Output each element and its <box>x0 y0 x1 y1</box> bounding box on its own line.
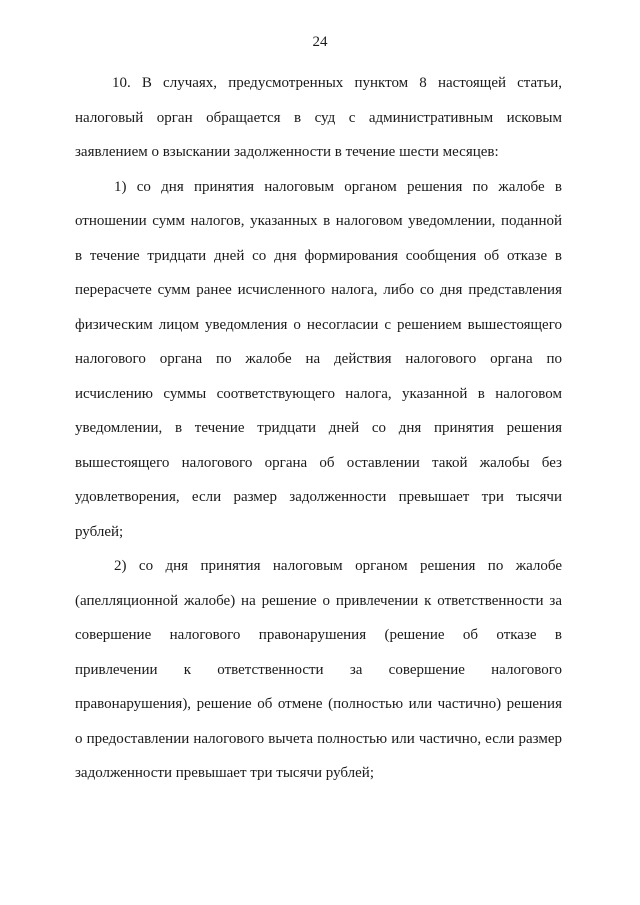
paragraph-line: правонарушения), решение об отмене (полностью или частично) решения <box>75 696 562 712</box>
paragraph-line: заявлением о взыскании задолженности в течение шести месяцев: <box>75 144 499 160</box>
paragraph-line: уведомлении, в течение тридцати дней со дня принятия решения <box>75 420 562 436</box>
paragraph-line: 1) со дня принятия налоговым органом решения по жалобе в <box>114 179 562 195</box>
paragraph-line: (апелляционной жалобе) на решение о привлечении к ответственности за <box>75 593 562 609</box>
paragraph-line: задолженности превышает три тысячи рублей; <box>75 765 374 781</box>
paragraph-line: 2) со дня принятия налоговым органом решения по жалобе <box>114 558 562 574</box>
paragraph-line: налоговый орган обращается в суд с административным исковым <box>75 110 562 126</box>
paragraph-line: вышестоящего налогового органа об оставлении такой жалобы без <box>75 455 562 471</box>
page-number: 24 <box>312 34 328 50</box>
paragraph-line: рублей; <box>75 524 124 540</box>
paragraph-line: исчислению суммы соответствующего налога, указанной в налоговом <box>75 386 562 402</box>
paragraph-line: о предоставлении налогового вычета полностью или частично, если размер <box>75 731 562 747</box>
paragraph-line: 10. В случаях, предусмотренных пунктом 8 настоящей статьи, <box>112 75 562 91</box>
paragraph-line: удовлетворения, если размер задолженности превышает три тысячи <box>75 489 562 505</box>
paragraph-line: в течение тридцати дней со дня формирования сообщения об отказе в <box>75 248 562 264</box>
paragraph-line: отношении сумм налогов, указанных в налоговом уведомлении, поданной <box>75 213 562 229</box>
paragraph-line: физическим лицом уведомления о несогласии с решением вышестоящего <box>75 317 562 333</box>
paragraph-line: перерасчете сумм ранее исчисленного налога, либо со дня представления <box>75 282 562 298</box>
paragraph-line: налогового органа по жалобе на действия налогового органа по <box>75 351 562 367</box>
paragraph-line: привлечении к ответственности за совершение налогового <box>75 662 562 678</box>
paragraph-line: совершение налогового правонарушения (решение об отказе в <box>75 627 562 643</box>
